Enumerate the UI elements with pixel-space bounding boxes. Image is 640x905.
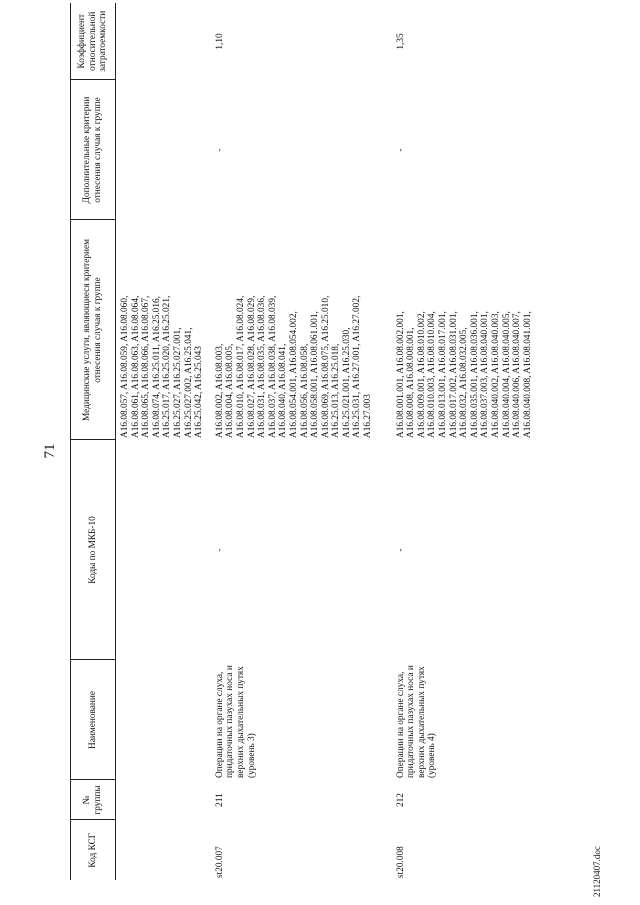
group-name: Операции на органе слуха, придаточных пазухах носа и верхних дыхательных путях (уровень 3) (214, 665, 257, 778)
services-cell: A16.08.057, A16.08.059, A16.08.060, A16.08.061, A16.08.063, A16.08.064, A16.08.065, A16.08.066, A16.08.067, A16.08.074, A16.25.011, A16.25.016, A16.25.017, A16.25.020, A16.25.021, A16.25.027, A16.25.027.001, A16.25.027.002, A16.25.041, A16.25.042, A16.25.043 (120, 295, 205, 438)
mkb-codes: - (214, 548, 225, 552)
header-ksg-code: Код КСГ (71, 820, 116, 880)
ksg-code: st20.007 (214, 846, 225, 878)
mkb-codes: - (395, 548, 406, 552)
header-mkb: Коды по МКБ-10 (71, 440, 116, 660)
coefficient: 1,35 (395, 33, 406, 50)
table-row (215, 3, 374, 880)
services-cell: A16.08.002, A16.08.003, A16.08.004, A16.08.005, A16.08.010, A16.08.017, A16.08.024, A16.08.027, A16.08.028, A16.08.029, A16.08.031, A16.08.035, A16.08.036, A16.08.037, A16.08.038, A16.08.039, A16.08.040, A16.08.041, A16.08.054.001, A16.08.054.002, A16.08.056, A16.08.058, A16.08.058.001, A16.08.061.001, A16.08.069, A16.08.075, A16.25.010, A16.25.013, A16.25.018, A16.25.021.001, A16.25.030, A16.25.031, A16.27.001, A16.27.002, A16.27.003 (214, 295, 374, 438)
header-coef: Коэффициент относительной затратоемкости (71, 3, 116, 80)
header-name: Наименование (71, 660, 116, 780)
ksg-table (70, 3, 533, 880)
table-row (396, 3, 534, 880)
group-number: 212 (395, 793, 406, 807)
table-row-continuation (120, 3, 205, 880)
group-name: Операции на органе слуха, придаточных пазухах носа и верхних дыхательных путях (уровень 4) (395, 665, 438, 778)
group-number: 211 (214, 793, 225, 807)
page-number: 71 (42, 443, 58, 459)
coefficient: 1,10 (214, 33, 225, 50)
ksg-code: st20.008 (395, 846, 406, 878)
extra-criteria: - (214, 148, 225, 152)
document-footer: 21120407.doc (592, 846, 602, 897)
header-services: Медицинские услуги, являющиеся критерием отнесения случая к группе (71, 220, 116, 440)
services-cell: A16.08.001.001, A16.08.002.001, A16.08.008, A16.08.008.001, A16.08.009.001, A16.08.010.002, A16.08.010.003, A16.08.010.004, A16.08.013.001, A16.08.017.001, A16.08.017.002, A16.08.031.001, A16.08.032, A16.08.032.005, A16.08.035.001, A16.08.036.001, A16.08.037.003, A16.08.040.001, A16.08.040.002, A16.08.040.003, A16.08.040.004, A16.08.040.005, A16.08.040.006, A16.08.040.007, A16.08.040.008, A16.08.041.001, (395, 311, 533, 438)
header-extra: Дополнительные критерии отнесения случая к группе (71, 80, 116, 220)
table-header-row (71, 3, 116, 880)
header-group-no: № группы (71, 780, 116, 820)
extra-criteria: - (395, 148, 406, 152)
